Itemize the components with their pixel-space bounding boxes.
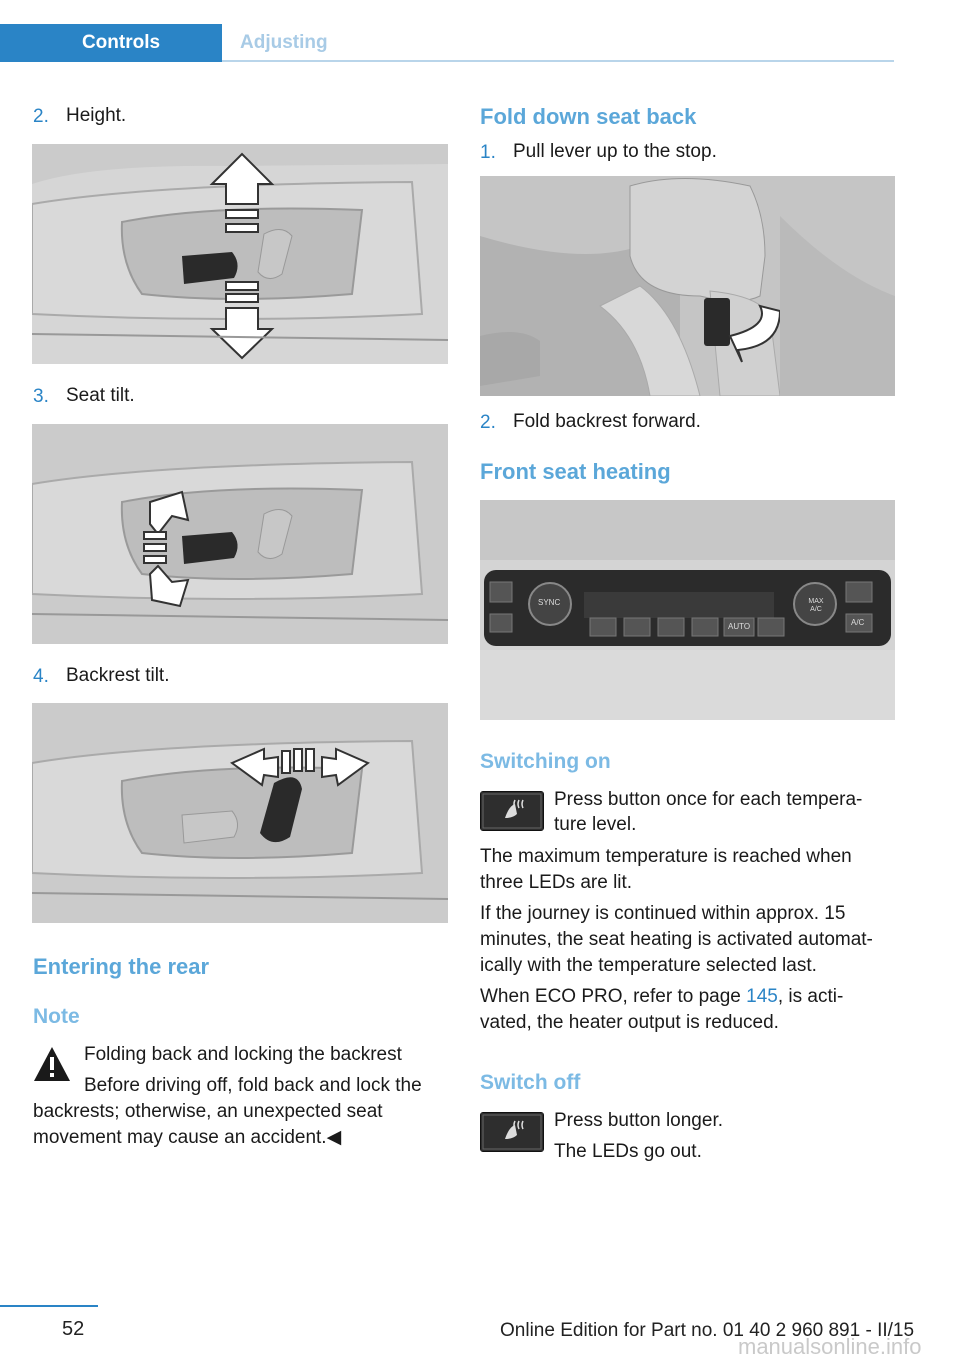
seat-tilt-illustration <box>32 424 448 644</box>
fold-step-text-1: Pull lever up to the stop. <box>513 141 717 162</box>
seat-heating-button-icon <box>480 791 544 831</box>
switch-off-line-2: The LEDs go out. <box>554 1141 702 1162</box>
note-line-1: Before driving off, fold back and lock the <box>84 1075 422 1096</box>
fold-step-number-2: 2. <box>480 412 496 433</box>
step-text-seat-tilt: Seat tilt. <box>66 385 135 406</box>
step-text-backrest-tilt: Backrest tilt. <box>66 665 170 686</box>
para-eco-pro-1 <box>480 984 843 1010</box>
heading-fold-down-seat-back: Fold down seat back <box>480 104 697 129</box>
switch-on-line-1: Press button once for each tempera- <box>554 789 863 810</box>
panel-label-max-ac: MAX A/C <box>808 598 824 613</box>
rear-seat-lever-illustration <box>480 176 895 396</box>
step-number-3: 3. <box>33 386 49 407</box>
header-tab-controls[interactable]: Controls <box>0 24 222 62</box>
fold-step-number-1: 1. <box>480 142 496 163</box>
page-number: 52 <box>62 1318 85 1340</box>
fold-step-text-2: Fold backrest forward. <box>513 411 701 432</box>
para-journey-1: If the journey is continued within approx. 15 <box>480 903 846 924</box>
heading-switch-off: Switch off <box>480 1071 581 1094</box>
para-journey-2: minutes, the seat heating is activated automat- <box>480 929 873 950</box>
panel-label-ac: A/C <box>851 618 865 627</box>
note-line-3: movement may cause an accident.◀ <box>33 1127 342 1148</box>
heading-front-seat-heating: Front seat heating <box>480 459 671 484</box>
switch-on-line-2: ture level. <box>554 814 637 835</box>
backrest-tilt-illustration <box>32 703 448 923</box>
switch-off-line-1: Press button longer. <box>554 1110 723 1131</box>
para-max-temp-1: The maximum temperature is reached when <box>480 846 852 867</box>
seat-heating-button-off-icon <box>480 1112 544 1152</box>
watermark: manualsonline.info <box>738 1334 922 1359</box>
step-text-height: Height. <box>66 105 127 126</box>
panel-label-auto: AUTO <box>728 622 751 631</box>
para-max-temp-2: three LEDs are lit. <box>480 872 633 893</box>
step-number-4: 4. <box>33 666 49 687</box>
note-line-2: backrests; otherwise, an unexpected seat <box>33 1101 383 1122</box>
header-tab-adjusting[interactable]: Adjusting <box>240 32 328 53</box>
header-rule <box>222 60 894 62</box>
warning-icon <box>32 1045 72 1083</box>
para-eco-pro-text-b: , is acti- <box>777 986 844 1007</box>
footer-edition: Online Edition for Part no. 01 40 2 960 891 - II/15 <box>500 1320 915 1341</box>
note-heading: Note <box>33 1005 80 1028</box>
seat-height-illustration <box>32 144 448 364</box>
footer-rule <box>0 1305 98 1307</box>
heading-switching-on: Switching on <box>480 750 611 773</box>
climate-panel-illustration <box>480 500 895 720</box>
note-title: Folding back and locking the backrest <box>84 1044 402 1065</box>
step-number-2: 2. <box>33 106 49 127</box>
para-journey-3: ically with the temperature selected last. <box>480 955 817 976</box>
panel-label-sync: SYNC <box>538 598 561 607</box>
page-link-145[interactable]: 145 <box>746 986 778 1007</box>
heading-entering-rear: Entering the rear <box>33 954 210 979</box>
para-eco-pro-2: vated, the heater output is reduced. <box>480 1012 779 1033</box>
para-eco-pro-text-a: When ECO PRO, refer to page <box>480 986 747 1007</box>
